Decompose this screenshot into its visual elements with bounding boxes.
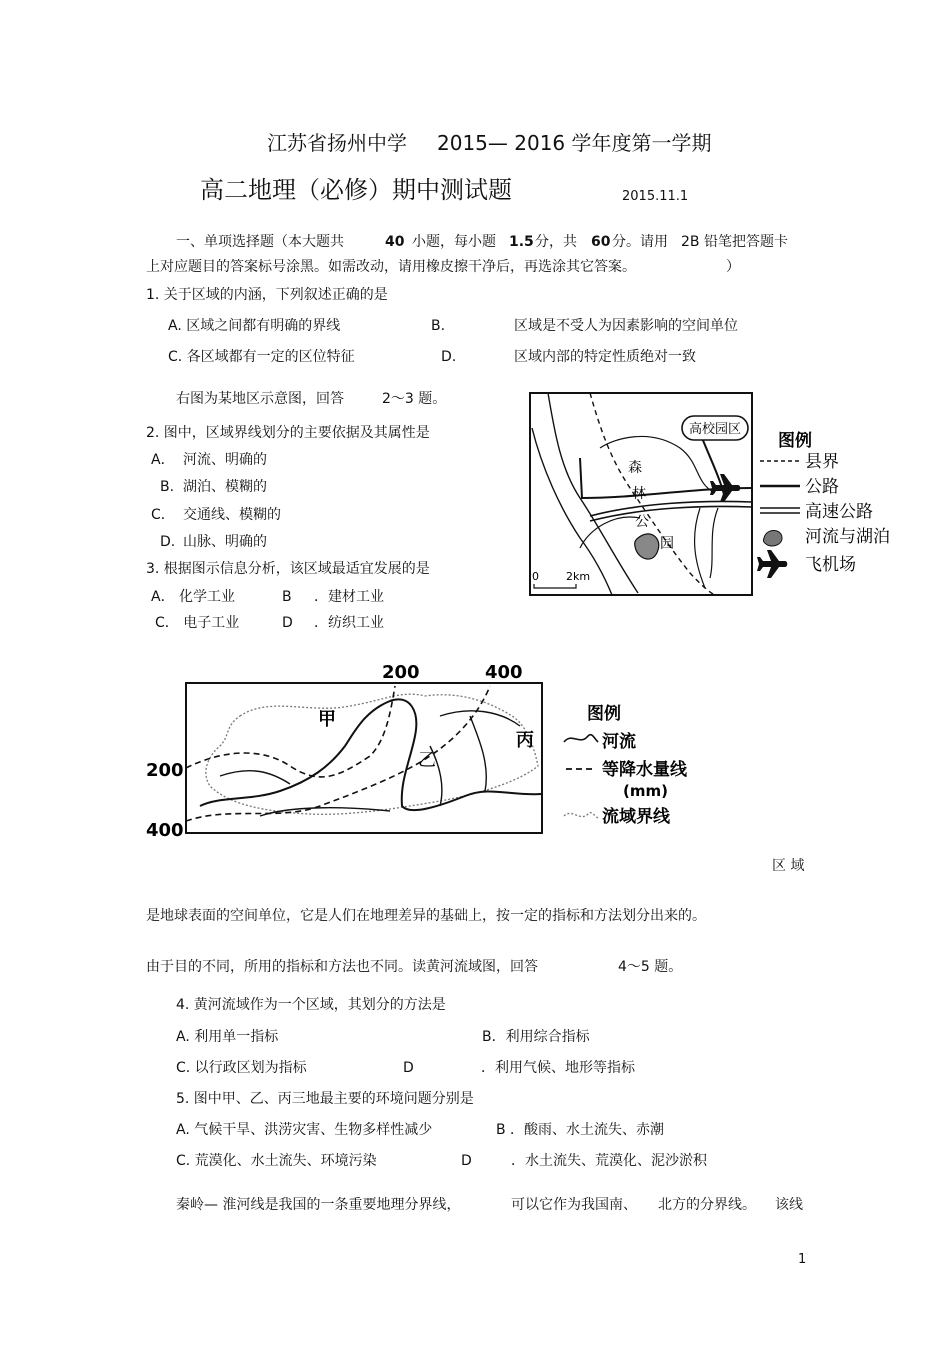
- option-b: B．利用综合指标: [482, 1029, 590, 1045]
- exam-date: 2015.11.1: [622, 189, 689, 204]
- option-a: A. 利用单一指标: [176, 1029, 279, 1045]
- isohyet-label: 200: [382, 662, 420, 683]
- region-yi: 乙: [418, 750, 436, 771]
- option-b: 湖泊、模糊的: [183, 479, 267, 495]
- isohyet-label: 400: [485, 662, 523, 683]
- option-a: A. 气候干旱、洪涝灾害、生物多样性减少: [176, 1122, 433, 1138]
- forest-label: 公: [635, 514, 649, 530]
- paragraph-text: 区 域: [772, 858, 805, 874]
- legend-expressway: 高速公路: [805, 502, 873, 522]
- option-c: C. 各区域都有一定的区位特征: [168, 349, 355, 365]
- legend-isohyet: 等降水量线: [602, 760, 687, 780]
- option-letter: C．: [151, 507, 175, 523]
- isohyet-label: 400: [146, 820, 184, 841]
- page-number: 1: [798, 1252, 807, 1267]
- option-a: A． 化学工业: [151, 589, 236, 605]
- region-map: [520, 388, 920, 602]
- instruction-number: 60: [591, 234, 611, 250]
- legend-river: 河流: [602, 732, 636, 752]
- question-stem: 4. 黄河流域作为一个区域，其划分的方法是: [176, 997, 446, 1013]
- option-a: 河流、明确的: [183, 452, 267, 468]
- option-letter: A．: [151, 452, 175, 468]
- legend-isohyet-unit: (mm): [623, 782, 668, 800]
- option-d: 山脉、明确的: [183, 534, 267, 550]
- option-letter: B.: [160, 479, 175, 495]
- option-letter: D: [282, 615, 293, 631]
- option-letter: D.: [160, 534, 176, 550]
- option-c: 交通线、模糊的: [183, 507, 281, 523]
- school-year: 2015— 2016 学年度第一学期: [437, 131, 712, 155]
- option-d: ．纺织工业: [314, 615, 384, 631]
- instruction-text: 上对应题目的答案标号涂黑。如需改动，请用橡皮擦干净后，再选涂其它答案。: [146, 259, 636, 275]
- option-letter: D: [461, 1153, 472, 1169]
- question-stem: 2. 图中，区域界线划分的主要依据及其属性是: [146, 425, 430, 441]
- airplane-icon: [757, 550, 787, 578]
- instruction-text: 小题，每小题: [412, 234, 496, 250]
- option-d: ．水土流失、荒漠化、泥沙淤积: [511, 1153, 707, 1169]
- scale-distance: 2km: [566, 570, 591, 583]
- option-d: 区域内部的特定性质绝对一致: [514, 349, 696, 365]
- option-letter: B: [282, 589, 292, 605]
- region-bing: 丙: [516, 730, 534, 751]
- airplane-icon: [710, 474, 740, 502]
- legend-county-boundary: 县界: [805, 452, 839, 472]
- group-intro: 右图为某地区示意图，回答: [176, 391, 344, 407]
- paragraph-text: 可以它作为我国南、: [511, 1197, 637, 1213]
- option-c: C. 荒漠化、水土流失、环境污染: [176, 1153, 377, 1169]
- question-stem: 5. 图中甲、乙、丙三地最主要的环境问题分别是: [176, 1091, 474, 1107]
- option-b: ．建材工业: [314, 589, 384, 605]
- legend-road: 公路: [805, 477, 839, 497]
- option-letter: B.: [431, 318, 446, 334]
- campus-label: 高校园区: [688, 422, 742, 437]
- instruction-number: 1.5: [509, 234, 534, 250]
- option-b: 区域是不受人为因素影响的空间单位: [514, 318, 738, 334]
- instruction-paren: ）: [726, 259, 740, 275]
- question-stem: 3. 根据图示信息分析，该区域最适宜发展的是: [146, 561, 430, 577]
- legend-airport: 飞机场: [805, 555, 856, 575]
- instruction-text: 分。请用: [612, 234, 668, 250]
- option-letter: D: [403, 1060, 414, 1076]
- legend-basin-boundary: 流域界线: [602, 807, 670, 827]
- school-name: 江苏省扬州中学: [267, 131, 407, 155]
- group-intro: 2～3 题。: [382, 391, 447, 407]
- region-jia: 甲: [318, 709, 336, 730]
- instruction-number: 40: [385, 234, 405, 250]
- scale-zero: 0: [532, 570, 539, 583]
- option-c: C. 以行政区划为指标: [176, 1060, 307, 1076]
- paragraph-text: 秦岭— 淮河线是我国的一条重要地理分界线，: [176, 1197, 461, 1213]
- option-a: A. 区域之间都有明确的界线: [168, 318, 341, 334]
- isohyet-label: 200: [146, 760, 184, 781]
- option-c: C． 电子工业: [155, 615, 240, 631]
- yellow-river-map: [140, 656, 700, 842]
- instruction-text: 2B 铅笔把答题卡: [681, 234, 788, 250]
- paragraph-text: 是地球表面的空间单位，它是人们在地理差异的基础上，按一定的指标和方法划分出来的。: [146, 908, 706, 924]
- paragraph-text: 该线: [775, 1197, 803, 1213]
- legend-river-lake: 河流与湖泊: [805, 527, 890, 547]
- paragraph-text: 由于目的不同，所用的指标和方法也不同。读黄河流域图，回答: [146, 959, 538, 975]
- paragraph-text: 北方的分界线。: [658, 1197, 756, 1213]
- legend-title: 图例: [778, 431, 812, 451]
- instruction-text: 一、单项选择题（本大题共: [176, 234, 344, 250]
- paragraph-text: 4～5 题。: [618, 959, 683, 975]
- legend-title: 图例: [587, 704, 621, 724]
- option-letter: D.: [441, 349, 457, 365]
- question-stem: 1. 关于区域的内涵，下列叙述正确的是: [146, 287, 388, 303]
- option-b: B ．酸雨、水土流失、赤潮: [496, 1122, 665, 1138]
- option-d: ．利用气候、地形等指标: [481, 1060, 635, 1076]
- forest-label: 森: [628, 460, 642, 476]
- forest-label: 林: [632, 486, 646, 502]
- instruction-text: 分，共: [535, 234, 577, 250]
- forest-label: 园: [660, 536, 674, 552]
- page-title: 高二地理（必修）期中测试题: [200, 176, 512, 204]
